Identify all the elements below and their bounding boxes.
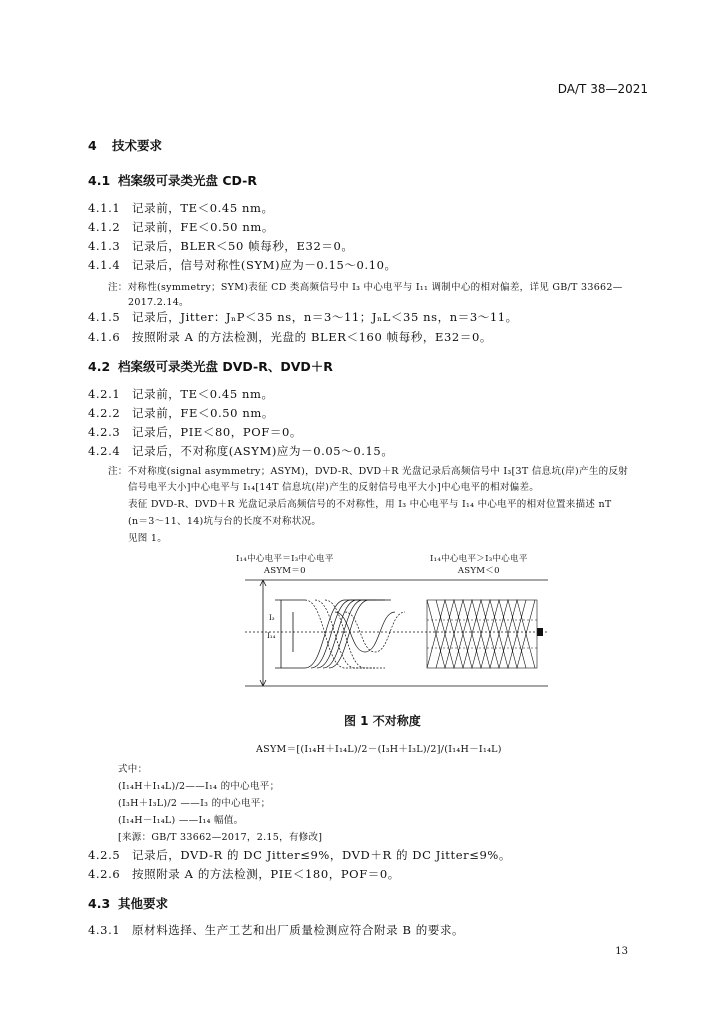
page-number: 13 [615, 946, 628, 957]
item-4-3-1: 4.3.1 原材料选择、生产工艺和出厂质量检测应符合附录 B 的要求。 [88, 923, 465, 937]
item-4-1-2: 4.1.2 记录前，FE＜0.50 nm。 [88, 220, 274, 234]
item-4-2-5: 4.2.5 记录后，DVD-R 的 DC Jitter≤9%，DVD＋R 的 DC Jitter≤9%。 [88, 848, 511, 862]
item-4-2-6: 4.2.6 按照附录 A 的方法检测，PIE＜180，POF＝0。 [88, 867, 400, 881]
item-4-1-5: 4.1.5 记录后，Jitter：JₙP＜35 ns，n＝3～11；JₙL＜35 ns，n＝3～11。 [88, 310, 518, 324]
section-4-heading: 4 技术要求 [88, 138, 163, 153]
figure-caption: 图 1 不对称度 [344, 714, 421, 728]
item-4-2-4: 4.2.4 记录后，不对称度(ASYM)应为－0.05～0.15。 [88, 444, 394, 458]
formula-where: 式中： [118, 764, 148, 775]
note-see-figure: 见图 1。 [128, 533, 168, 544]
figure-label-i3: I₃ [269, 614, 275, 622]
item-4-1-1: 4.1.1 记录前，TE＜0.45 nm。 [88, 201, 274, 215]
note-asymmetry-cont-3: (n＝3～11、14)坑与台的长度不对称状况。 [128, 516, 322, 527]
item-4-2-2: 4.2.2 记录前，FE＜0.50 nm。 [88, 406, 274, 420]
note-symmetry: 注：对称性(symmetry；SYM)表征 CD 类高频信号中 I₃ 中心电平与 I₁₁ 调制中心的相对偏差，详见 GB/T 33662— [108, 282, 623, 293]
item-4-1-4: 4.1.4 记录后，信号对称性(SYM)应为－0.15～0.10。 [88, 258, 397, 272]
formula-def-3: (I₁₄H－I₁₄L) ——I₁₄ 幅值。 [118, 815, 244, 826]
note-symmetry-cont: 2017.2.14。 [128, 297, 189, 308]
section-4-2-heading: 4.2 档案级可录类光盘 DVD-R、DVD＋R [88, 359, 333, 374]
section-4-3-heading: 4.3 其他要求 [88, 896, 169, 911]
formula-def-2: (I₃H＋I₃L)/2 ——I₃ 的中心电平； [118, 798, 271, 809]
formula-def-1: (I₁₄H＋I₁₄L)/2——I₁₄ 的中心电平； [118, 781, 280, 792]
item-4-2-1: 4.2.1 记录前，TE＜0.45 nm。 [88, 387, 274, 401]
figure-right-label: I₁₄中心电平＞I₃中心电平 ASYM＜0 [430, 554, 528, 576]
figure-label-i14: I₁₄ [267, 632, 276, 640]
item-4-1-6: 4.1.6 按照附录 A 的方法检测，光盘的 BLER＜160 帧每秒，E32＝0。 [88, 330, 492, 344]
document-code: DA/T 38—2021 [557, 82, 648, 96]
item-4-2-3: 4.2.3 记录后，PIE＜80，POF＝0。 [88, 425, 302, 439]
note-asymmetry-cont-2: 表征 DVD-R、DVD＋R 光盘记录后高频信号的不对称性，用 I₃ 中心电平与 I₁₄ 中心电平的相对位置来描述 nT [128, 499, 612, 510]
asym-formula: ASYM＝[(I₁₄H＋I₁₄L)/2－(I₃H＋I₃L)/2]/(I₁₄H－I₁₄L) [256, 744, 502, 755]
note-asymmetry-cont-1: 信号电平大小]中心电平与 I₁₄[14T 信息坑(岸)产生的反射信号电平大小]中心电平的相对偏差。 [128, 482, 540, 493]
section-4-1-heading: 4.1 档案级可录类光盘 CD-R [88, 173, 257, 188]
item-4-1-3: 4.1.3 记录后，BLER＜50 帧每秒，E32＝0。 [88, 239, 354, 253]
note-asymmetry: 注：不对称度(signal asymmetry；ASYM)，DVD-R、DVD＋R 光盘记录后高频信号中 I₃[3T 信息坑(岸)产生的反射 [108, 466, 629, 477]
formula-source: [来源：GB/T 33662—2017，2.15，有修改] [118, 832, 323, 843]
asymmetry-waveform-figure [245, 576, 550, 688]
figure-left-label: I₁₄中心电平＝I₃中心电平 ASYM＝0 [236, 554, 334, 576]
